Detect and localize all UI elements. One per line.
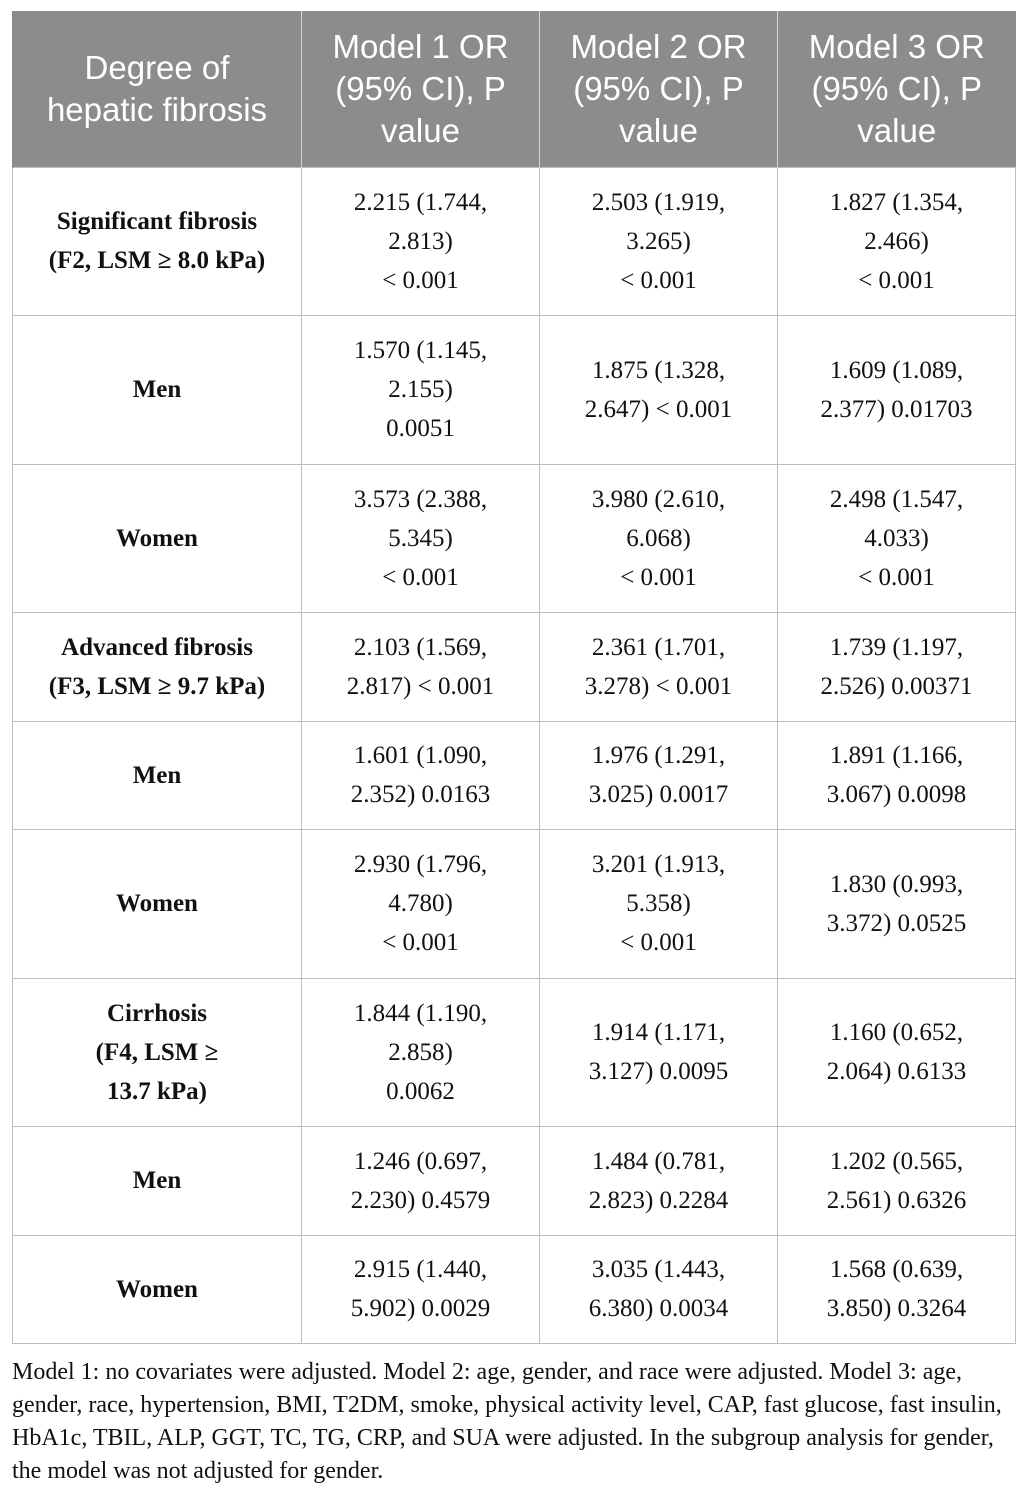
header-model-3: Model 3 OR (95% CI), P value	[778, 11, 1016, 167]
table-row	[13, 829, 1016, 978]
header-model-2: Model 2 OR (95% CI), P value	[540, 11, 778, 167]
header-row	[13, 11, 1016, 167]
cell-model-2: 2.503 (1.919, 3.265) < 0.001	[540, 167, 778, 315]
row-label: Men	[13, 315, 302, 464]
cell-model-1: 3.573 (2.388, 5.345) < 0.001	[302, 464, 540, 612]
cell-model-1: 2.915 (1.440, 5.902) 0.0029	[302, 1235, 540, 1343]
cell-model-2: 2.361 (1.701, 3.278) < 0.001	[540, 612, 778, 721]
cell-model-2: 1.914 (1.171, 3.127) 0.0095	[540, 978, 778, 1126]
table-footnote: Model 1: no covariates were adjusted. Model 2: age, gender, and race were adjusted. Model 3: age, gender, race, hypertension, BMI, T2DM, smoke, physical activity level, CAP, fast glucose, fast insulin, HbA1c, TBIL, ALP, GGT, TC, TG, CRP, and SUA were adjusted. In the subgroup analysis for gender, the model was not adjusted for gender.	[12, 1359, 1002, 1484]
table-row	[13, 721, 1016, 829]
cell-model-3: 1.830 (0.993, 3.372) 0.0525	[778, 829, 1016, 978]
row-label: Men	[13, 1126, 302, 1235]
header-degree-of-fibrosis: Degree of hepatic fibrosis	[13, 11, 302, 167]
cell-model-3: 1.609 (1.089, 2.377) 0.01703	[778, 315, 1016, 464]
table-row	[13, 315, 1016, 464]
cell-model-2: 1.976 (1.291, 3.025) 0.0017	[540, 721, 778, 829]
header-model-1: Model 1 OR (95% CI), P value	[302, 11, 540, 167]
cell-model-3: 1.827 (1.354, 2.466) < 0.001	[778, 167, 1016, 315]
cell-model-2: 3.201 (1.913, 5.358) < 0.001	[540, 829, 778, 978]
row-label: Women	[13, 1235, 302, 1343]
table-row	[13, 167, 1016, 315]
row-label: Advanced fibrosis (F3, LSM ≥ 9.7 kPa)	[13, 612, 302, 721]
cell-model-1: 2.103 (1.569, 2.817) < 0.001	[302, 612, 540, 721]
cell-model-2: 3.980 (2.610, 6.068) < 0.001	[540, 464, 778, 612]
cell-model-3: 1.202 (0.565, 2.561) 0.6326	[778, 1126, 1016, 1235]
cell-model-3: 1.160 (0.652, 2.064) 0.6133	[778, 978, 1016, 1126]
cell-model-3: 1.891 (1.166, 3.067) 0.0098	[778, 721, 1016, 829]
row-label: Women	[13, 829, 302, 978]
cell-model-3: 1.568 (0.639, 3.850) 0.3264	[778, 1235, 1016, 1343]
row-label: Women	[13, 464, 302, 612]
row-label: Men	[13, 721, 302, 829]
results-table-container	[12, 11, 1015, 1344]
cell-model-2: 3.035 (1.443, 6.380) 0.0034	[540, 1235, 778, 1343]
cell-model-2: 1.484 (0.781, 2.823) 0.2284	[540, 1126, 778, 1235]
cell-model-3: 2.498 (1.547, 4.033) < 0.001	[778, 464, 1016, 612]
table-row	[13, 464, 1016, 612]
row-label: Cirrhosis (F4, LSM ≥ 13.7 kPa)	[13, 978, 302, 1126]
table-row	[13, 612, 1016, 721]
table-row	[13, 1235, 1016, 1343]
cell-model-1: 2.215 (1.744, 2.813) < 0.001	[302, 167, 540, 315]
cell-model-2: 1.875 (1.328, 2.647) < 0.001	[540, 315, 778, 464]
cell-model-3: 1.739 (1.197, 2.526) 0.00371	[778, 612, 1016, 721]
cell-model-1: 1.601 (1.090, 2.352) 0.0163	[302, 721, 540, 829]
cell-model-1: 1.246 (0.697, 2.230) 0.4579	[302, 1126, 540, 1235]
table-body	[13, 167, 1016, 1343]
cell-model-1: 2.930 (1.796, 4.780) < 0.001	[302, 829, 540, 978]
results-table	[12, 11, 1016, 1344]
cell-model-1: 1.570 (1.145, 2.155) 0.0051	[302, 315, 540, 464]
table-row	[13, 978, 1016, 1126]
table-row	[13, 1126, 1016, 1235]
cell-model-1: 1.844 (1.190, 2.858) 0.0062	[302, 978, 540, 1126]
row-label: Significant fibrosis (F2, LSM ≥ 8.0 kPa)	[13, 167, 302, 315]
table-header	[13, 11, 1016, 167]
